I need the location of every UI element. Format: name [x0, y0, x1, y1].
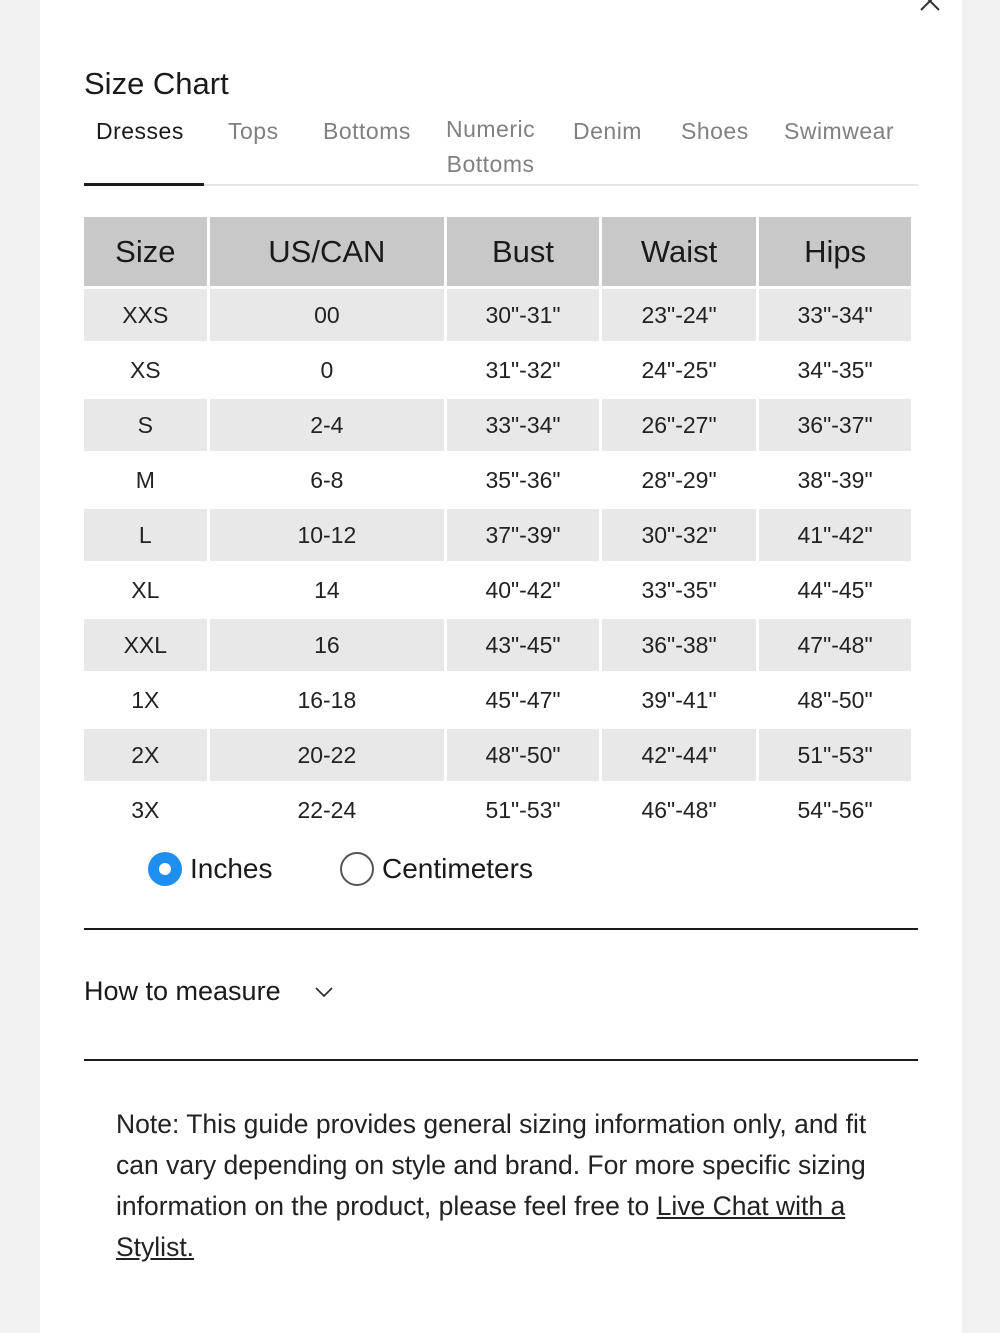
- size-cell: XL: [84, 564, 207, 619]
- sizing-note: [116, 1104, 906, 1268]
- hips-cell: 48"-50": [759, 674, 911, 729]
- waist-cell: 23"-24": [602, 289, 756, 344]
- us-can-cell: 00: [210, 289, 444, 344]
- bust-cell: 43"-45": [447, 619, 599, 674]
- centimeters-radio[interactable]: [340, 852, 374, 886]
- tab-bottoms[interactable]: Bottoms: [323, 118, 411, 144]
- tab-numeric-bottoms-line1: Numeric: [446, 116, 536, 142]
- tab-shoes[interactable]: Shoes: [681, 118, 749, 144]
- close-icon[interactable]: [919, 0, 941, 12]
- waist-cell: 36"-38": [602, 619, 756, 674]
- waist-cell: 30"-32": [602, 509, 756, 564]
- bust-cell: 51"-53": [447, 784, 599, 839]
- waist-cell: 26"-27": [602, 399, 756, 454]
- us-can-cell: 0: [210, 344, 444, 399]
- size-cell: S: [84, 399, 207, 454]
- table-row: [84, 344, 911, 399]
- size-table: [81, 217, 914, 839]
- hips-cell: 51"-53": [759, 729, 911, 784]
- bust-cell: 48"-50": [447, 729, 599, 784]
- us-can-cell: 6-8: [210, 454, 444, 509]
- divider: [84, 928, 918, 930]
- note-body: This guide provides general sizing information only, and fit can vary depending on style and brand. For more specific sizing information on the product, please feel free to: [116, 1109, 867, 1221]
- hips-cell: 33"-34": [759, 289, 911, 344]
- size-cell: 3X: [84, 784, 207, 839]
- table-row: [84, 619, 911, 674]
- inches-radio[interactable]: [148, 852, 182, 886]
- size-cell: M: [84, 454, 207, 509]
- column-header-waist: Waist: [602, 217, 756, 289]
- hips-cell: 38"-39": [759, 454, 911, 509]
- tab-denim[interactable]: Denim: [573, 118, 642, 144]
- table-row: [84, 564, 911, 619]
- column-header-bust: Bust: [447, 217, 599, 289]
- waist-cell: 42"-44": [602, 729, 756, 784]
- us-can-cell: 22-24: [210, 784, 444, 839]
- tab-numeric-bottoms-line2: Bottoms: [446, 151, 535, 177]
- column-header-us-can: US/CAN: [210, 217, 444, 289]
- live-chat-link[interactable]: Live Chat with a Stylist.: [116, 1191, 846, 1262]
- bust-cell: 33"-34": [447, 399, 599, 454]
- hips-cell: 34"-35": [759, 344, 911, 399]
- waist-cell: 28"-29": [602, 454, 756, 509]
- hips-cell: 47"-48": [759, 619, 911, 674]
- inches-label: Inches: [190, 853, 273, 884]
- column-header-hips: Hips: [759, 217, 911, 289]
- chevron-down-icon: [313, 985, 335, 999]
- us-can-cell: 10-12: [210, 509, 444, 564]
- bust-cell: 45"-47": [447, 674, 599, 729]
- centimeters-option[interactable]: [340, 852, 533, 886]
- us-can-cell: 14: [210, 564, 444, 619]
- table-row: [84, 509, 911, 564]
- us-can-cell: 2-4: [210, 399, 444, 454]
- centimeters-label: Centimeters: [382, 853, 533, 884]
- how-to-measure-toggle[interactable]: [84, 976, 335, 1007]
- bust-cell: 37"-39": [447, 509, 599, 564]
- tab-swimwear[interactable]: Swimwear: [784, 118, 895, 144]
- table-row: [84, 784, 911, 839]
- waist-cell: 33"-35": [602, 564, 756, 619]
- hips-cell: 41"-42": [759, 509, 911, 564]
- table-row: [84, 729, 911, 784]
- table-row: [84, 399, 911, 454]
- table-row: [84, 289, 911, 344]
- us-can-cell: 16-18: [210, 674, 444, 729]
- size-cell: XXL: [84, 619, 207, 674]
- table-row: [84, 454, 911, 509]
- size-chart-title: Size Chart: [84, 66, 229, 101]
- divider: [84, 1059, 918, 1061]
- size-cell: XXS: [84, 289, 207, 344]
- waist-cell: 46"-48": [602, 784, 756, 839]
- hips-cell: 54"-56": [759, 784, 911, 839]
- waist-cell: 24"-25": [602, 344, 756, 399]
- hips-cell: 44"-45": [759, 564, 911, 619]
- note-prefix: Note:: [116, 1109, 180, 1139]
- waist-cell: 39"-41": [602, 674, 756, 729]
- size-cell: L: [84, 509, 207, 564]
- bust-cell: 31"-32": [447, 344, 599, 399]
- table-header-row: [84, 217, 911, 289]
- active-tab-indicator: [84, 183, 204, 186]
- how-to-measure-label: How to measure: [84, 976, 281, 1006]
- bust-cell: 30"-31": [447, 289, 599, 344]
- bust-cell: 35"-36": [447, 454, 599, 509]
- hips-cell: 36"-37": [759, 399, 911, 454]
- bust-cell: 40"-42": [447, 564, 599, 619]
- tab-tops[interactable]: Tops: [228, 118, 279, 144]
- tab-dresses[interactable]: Dresses: [96, 118, 184, 144]
- tab-numeric-bottoms[interactable]: [446, 112, 535, 182]
- inches-option[interactable]: [148, 852, 273, 886]
- category-tabs: [84, 108, 918, 186]
- size-cell: XS: [84, 344, 207, 399]
- size-cell: 1X: [84, 674, 207, 729]
- size-cell: 2X: [84, 729, 207, 784]
- us-can-cell: 20-22: [210, 729, 444, 784]
- us-can-cell: 16: [210, 619, 444, 674]
- column-header-size: Size: [84, 217, 207, 289]
- table-row: [84, 674, 911, 729]
